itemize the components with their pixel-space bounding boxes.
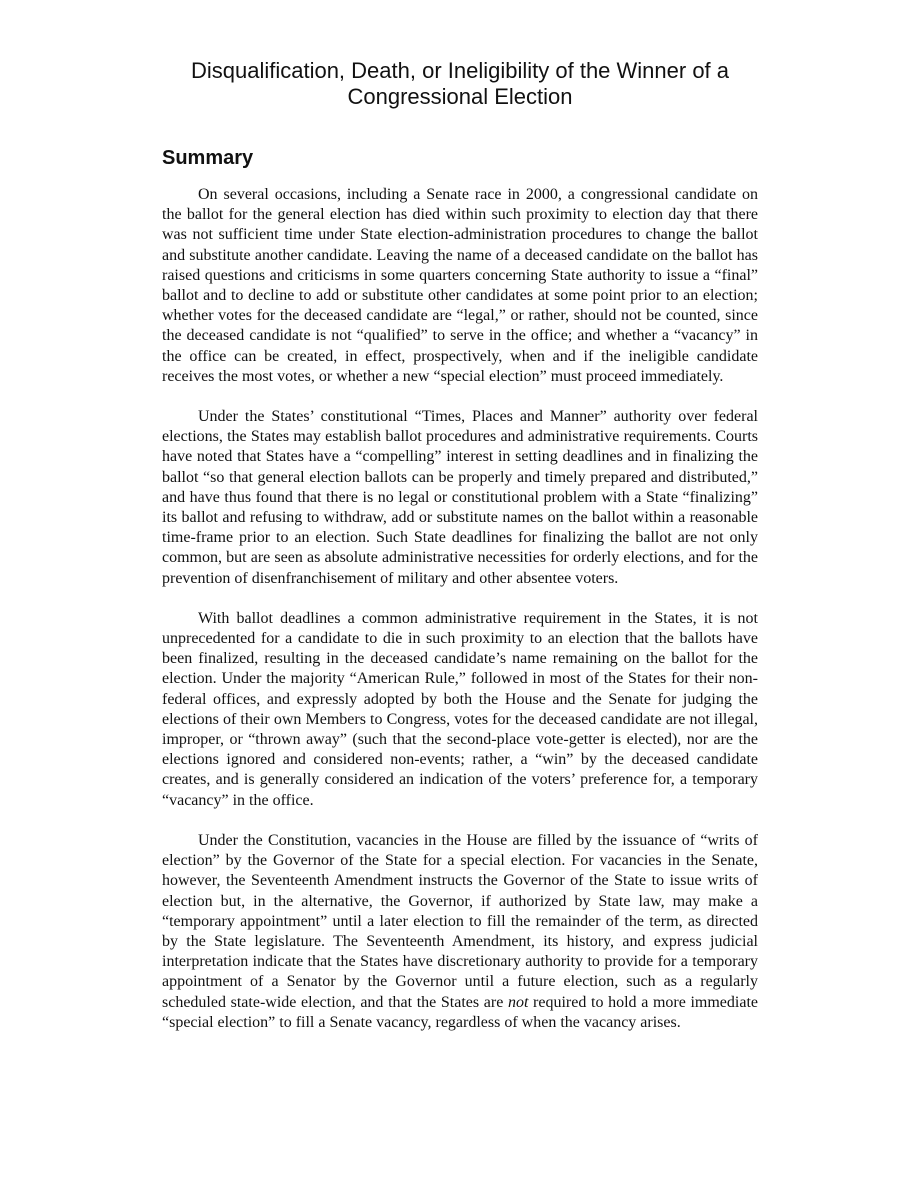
summary-paragraph-2: Under the States’ constitutional “Times, Places and Manner” authority over federal elections, the States may establish ballot procedures and administrative requirements. Courts have noted that States have a “compelling” interest in setting deadlines and in finalizing the ballot “so that general election ballots can be properly and timely prepared and distributed,” and have thus found that there is no legal or constitutional problem with a State “finalizing” its ballot and refusing to withdraw, add or substitute names on the ballot within a reasonable time-frame prior to an election. Such State deadlines for finalizing the ballot are not only common, but are seen as absolute administrative necessities for orderly elections, and for the prevention of disenfranchisement of military and other absentee voters. bbox=[162, 408, 758, 587]
document-page bbox=[162, 58, 758, 1053]
summary-paragraph-3: With ballot deadlines a common administrative requirement in the States, it is not unprecedented for a candidate to die in such proximity to an election that the ballots have been finalized, resulting in the deceased candidate’s name remaining on the ballot for the election. Under the majority “American Rule,” followed in most of the States for their non-federal offices, and expressly adopted by both the House and the Senate for judging the elections of their own Members to Congress, votes for the deceased candidate are not illegal, improper, or “thrown away” (such that the second-place vote-getter is elected), nor are the elections ignored and considered non-events; rather, a “win” by the deceased candidate creates, and is generally considered an indication of the voters’ preference for, a temporary “vacancy” in the office. bbox=[162, 609, 758, 809]
summary-heading: Summary bbox=[162, 147, 254, 169]
document-title bbox=[162, 58, 758, 110]
title-line-2: Congressional Election bbox=[347, 84, 573, 109]
title-line-1: Disqualification, Death, or Ineligibility of the Winner of a bbox=[190, 58, 730, 83]
paragraph-4-emphasis: not bbox=[507, 993, 529, 1011]
summary-paragraph-4 bbox=[162, 831, 758, 1033]
summary-paragraph-1: On several occasions, including a Senate race in 2000, a congressional candidate on the ballot for the general election has died within such proximity to election day that there was not sufficient time under State election-administration procedures to change the ballot and substitute another candidate. Leaving the name of a deceased candidate on the ballot has raised questions and criticisms in some quarters concerning State authority to issue a “final” ballot and to decline to add or substitute other candidates at some point prior to an election; whether votes for the deceased candidate are “legal,” or rather, should not be counted, since the deceased candidate is not “qualified” to serve in the office; and whether a “vacancy” in the office can be created, in effect, prospectively, when and if the ineligible candidate receives the most votes, or whether a new “special election” must proceed immediately. bbox=[162, 186, 758, 385]
paragraph-4-text-b: required to hold a more immediate “special election” to fill a Senate vacancy, regardless of when the vacancy arises. bbox=[162, 993, 758, 1031]
paragraph-4-text-a: Under the Constitution, vacancies in the House are filled by the issuance of “writs of election” by the Governor of the State for a special election. For vacancies in the Senate, however, the Seventeenth Amendment instructs the Governor of the State to issue writs of election but, in the alternative, the Governor, if authorized by State law, may make a “temporary appointment” until a later election to fill the remainder of the term, as directed by the State legislature. The Seventeenth Amendment, its history, and express judicial interpretation indicate that the States have discretionary authority to provide for a temporary appointment of a Senator by the Governor until a future election, such as a regularly scheduled state-wide election, and that the States are bbox=[162, 831, 758, 1011]
